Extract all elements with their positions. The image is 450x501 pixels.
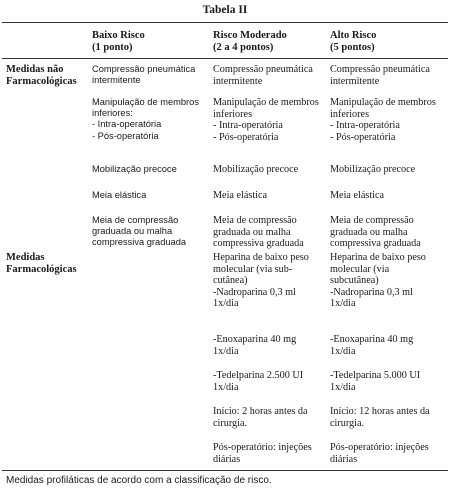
moderate-manipulation: Manipulação de membros inferiores - Intra-operatória - Pós-operatória xyxy=(213,97,319,143)
header-rule xyxy=(2,58,448,59)
moderate-mobilization: Mobilização precoce xyxy=(213,164,299,175)
high-enoxaparin: -Enoxaparina 40 mg 1x/dia xyxy=(330,334,414,357)
header-moderate-risk xyxy=(213,30,287,54)
header-high-risk-name: Alto Risco xyxy=(330,30,377,41)
high-manipulation: Manipulação de membros inferiores - Intra-operatória - Pós-operatória xyxy=(330,97,436,143)
bottom-rule xyxy=(2,470,448,471)
high-heparin: Heparina de baixo peso molecular (via subcutânea) -Nadroparina 0,3 ml 1x/dia xyxy=(330,252,426,309)
header-low-risk-points: (1 ponto) xyxy=(92,42,133,53)
low-stocking: Meia elástica xyxy=(92,190,147,200)
row-label-pharm-line1: Medidas xyxy=(6,252,45,263)
high-compression: Compressão pneumática intermitente xyxy=(330,64,430,87)
moderate-tedelparin: -Tedelparina 2.500 UI 1x/dia xyxy=(213,370,304,393)
high-mobilization: Mobilização precoce xyxy=(330,164,416,175)
header-low-risk xyxy=(92,30,145,54)
high-tedelparin: -Tedelparina 5.000 UI 1x/dia xyxy=(330,370,421,393)
header-high-risk xyxy=(330,30,376,54)
header-moderate-risk-name: Risco Moderado xyxy=(213,30,287,41)
high-stocking: Meia elástica xyxy=(330,190,385,201)
high-postop: Pós-operatório: injeções diárias xyxy=(330,442,429,465)
high-start-time: Início: 12 horas antes da cirurgia. xyxy=(330,406,430,429)
header-moderate-risk-points: (2 a 4 pontos) xyxy=(213,42,274,53)
low-manipulation: Manipulação de membros inferiores: - Intra-operatória - Pós-operatória xyxy=(92,97,199,141)
moderate-heparin: Heparina de baixo peso molecular (via sub- cutânea) -Nadroparina 0,3 ml 1x/dia xyxy=(213,252,309,309)
moderate-compression: Compressão pneumática intermitente xyxy=(213,64,313,87)
moderate-enoxaparin: -Enoxaparina 40 mg 1x/dia xyxy=(213,334,297,357)
moderate-postop: Pós-operatório: injeções diárias xyxy=(213,442,312,465)
low-compression: Compressão pneumática intermitente xyxy=(92,64,196,86)
moderate-stocking: Meia elástica xyxy=(213,190,268,201)
row-label-pharm xyxy=(6,252,77,276)
row-label-non-pharm-line2: Farmacológicas xyxy=(6,76,77,87)
table-footnote: Medidas profiláticas de acordo com a classificação de risco. xyxy=(6,475,272,486)
moderate-graduated: Meia de compressão graduada ou malha compressiva graduada xyxy=(213,215,304,249)
row-label-non-pharm xyxy=(6,64,77,88)
header-low-risk-name: Baixo Risco xyxy=(92,30,145,41)
low-mobilization: Mobilização precoce xyxy=(92,164,177,174)
low-graduated: Meia de compressão graduada ou malha compressiva graduada xyxy=(92,215,187,248)
moderate-start-time: Início: 2 horas antes da cirurgia. xyxy=(213,406,308,429)
row-label-non-pharm-line1: Medidas não xyxy=(6,64,64,75)
row-label-pharm-line2: Farmacológicas xyxy=(6,264,77,275)
high-graduated: Meia de compressão graduada ou malha compressiva graduada xyxy=(330,215,421,249)
header-high-risk-points: (5 pontos) xyxy=(330,42,375,53)
top-rule xyxy=(2,22,448,23)
table-title: Tabela II xyxy=(202,4,248,16)
